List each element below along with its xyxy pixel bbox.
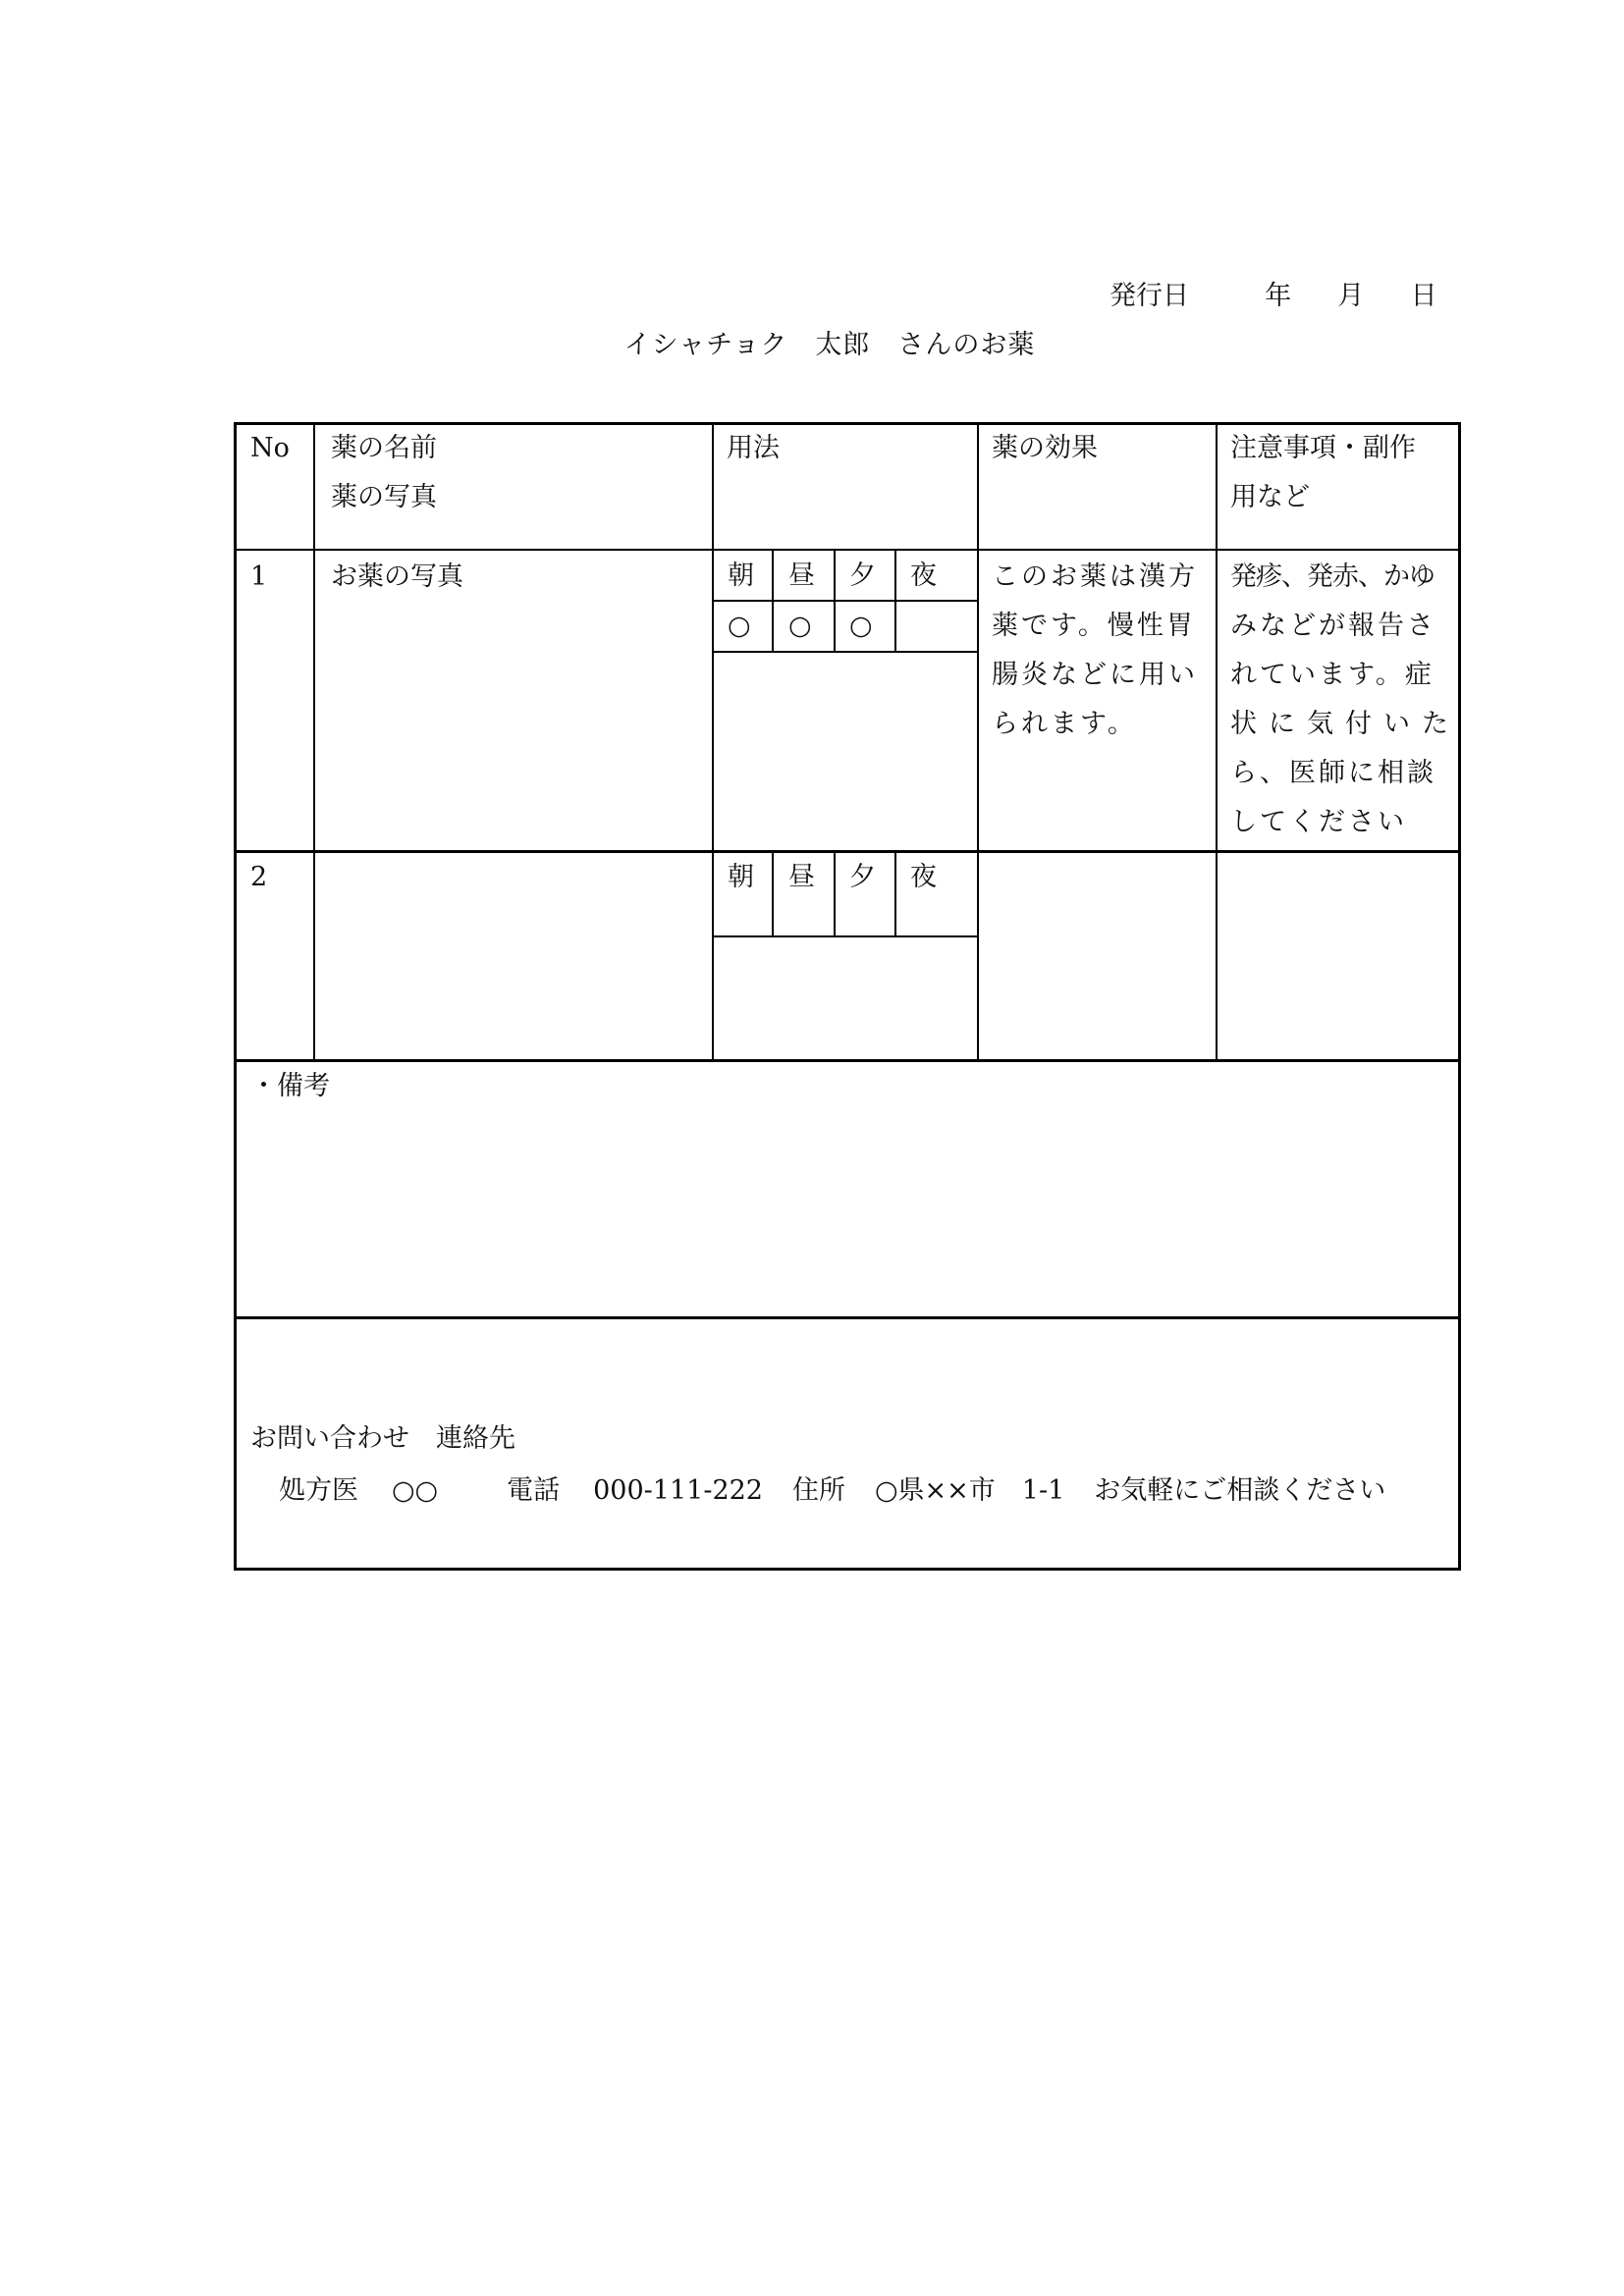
row-1-mark-noon: ○	[788, 611, 812, 641]
row-1-caution-line: ら、医師に相談	[1230, 758, 1436, 788]
row-2-timing-morning: 朝	[728, 862, 754, 892]
row-1-caution-line: みなどが報告さ	[1230, 611, 1436, 641]
col-header-photo: 薬の写真	[331, 482, 437, 512]
divider	[772, 549, 774, 653]
row-1-timing-morning: 朝	[728, 561, 754, 591]
row-1-name: お薬の写真	[331, 561, 463, 592]
row-1-effect-line: このお薬は漢方	[992, 561, 1198, 592]
row-1-no: 1	[250, 561, 268, 592]
year-label: 年	[1265, 281, 1292, 311]
divider	[894, 549, 896, 653]
row-1-effect-line: 腸炎などに用い	[992, 660, 1198, 690]
divider	[772, 852, 774, 936]
divider	[234, 1316, 1461, 1319]
divider	[313, 422, 315, 1061]
issue-date-label: 発行日	[1110, 281, 1189, 311]
issue-date-line	[1110, 283, 1437, 309]
divider	[894, 852, 896, 936]
page-title: イシャチョク 太郎 さんのお薬	[623, 330, 1036, 360]
row-1-timing-night: 夜	[910, 561, 937, 591]
row-1-effect-line: られます。	[992, 709, 1137, 739]
divider	[234, 850, 1461, 853]
divider	[977, 422, 979, 1061]
divider	[234, 549, 1461, 551]
divider	[712, 651, 977, 653]
doctor-value: ○○	[392, 1475, 439, 1506]
row-2-timing-night: 夜	[910, 862, 937, 892]
day-label: 日	[1410, 281, 1437, 311]
divider	[1216, 422, 1218, 1061]
doctor-label: 処方医	[279, 1475, 358, 1506]
row-2-timing-noon: 昼	[788, 862, 815, 892]
row-1-mark-evening: ○	[849, 611, 873, 641]
month-label: 月	[1337, 281, 1365, 311]
medication-table	[234, 422, 1461, 1571]
col-header-name: 薬の名前	[331, 433, 437, 463]
phone-value: 000-111-222	[593, 1475, 763, 1506]
row-1-effect-line: 薬です。慢性胃	[992, 611, 1196, 641]
row-1-caution-line: 状に気付いた	[1230, 709, 1460, 739]
row-1-timing-evening: 夕	[849, 561, 876, 591]
contact-heading: お問い合わせ 連絡先	[250, 1423, 515, 1454]
divider	[712, 422, 714, 1061]
col-header-no: No	[250, 433, 290, 463]
address-label: 住所	[791, 1475, 845, 1506]
divider	[234, 1059, 1461, 1062]
row-2-timing-evening: 夕	[849, 862, 876, 892]
row-1-caution-line: れています。症	[1230, 660, 1435, 690]
contact-details	[279, 1477, 1385, 1504]
address-value: ○県××市 1-1	[874, 1475, 1065, 1506]
divider	[834, 852, 836, 936]
col-header-usage: 用法	[727, 433, 780, 463]
divider	[834, 549, 836, 653]
divider	[712, 600, 977, 602]
phone-label: 電話	[507, 1475, 561, 1506]
col-header-caution-2: 用など	[1230, 482, 1310, 512]
divider	[712, 935, 977, 937]
row-1-caution-line: してください	[1230, 807, 1407, 837]
col-header-caution: 注意事項・副作	[1230, 433, 1416, 463]
col-header-effect: 薬の効果	[992, 433, 1098, 463]
row-1-caution-line: 発疹、発赤、かゆ	[1230, 561, 1435, 592]
contact-note: お気軽にご相談ください	[1094, 1475, 1386, 1506]
remarks-label: ・備考	[250, 1071, 330, 1101]
row-2-no: 2	[250, 862, 268, 892]
row-1-mark-morning: ○	[728, 611, 751, 641]
row-1-timing-noon: 昼	[788, 561, 815, 591]
